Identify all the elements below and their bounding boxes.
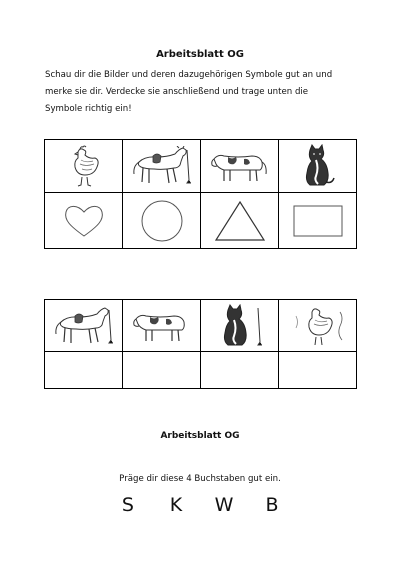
answer-cell-chicken: [279, 300, 357, 352]
chicken-icon: [64, 144, 104, 188]
answer-cell-cow: [123, 300, 201, 352]
memorize-instruction: Präge dir diese 4 Buchstaben gut ein.: [119, 474, 281, 484]
circle-icon: [140, 199, 184, 243]
letters-row: [0, 494, 400, 516]
cat-icon: [300, 144, 336, 188]
heart-icon: [62, 202, 106, 240]
horse-icon: [53, 306, 115, 346]
horse-icon: [131, 146, 193, 186]
cell-horse: [123, 140, 201, 193]
instruction-line-3: Symbole richtig ein!: [45, 104, 132, 114]
cell-cow: [201, 140, 279, 193]
instruction-line-1: Schau dir die Bilder und deren dazugehörigen Symbole gut an und: [45, 70, 333, 80]
answer-cell-horse: [45, 300, 123, 352]
answer-table: [44, 299, 357, 389]
worksheet-2-title: Arbeitsblatt OG: [160, 431, 240, 441]
cell-triangle: [201, 193, 279, 249]
answer-blank-3[interactable]: [201, 352, 279, 389]
cow-icon: [210, 149, 270, 183]
cell-cat: [279, 140, 357, 193]
cell-heart: [45, 193, 123, 249]
cell-rectangle: [279, 193, 357, 249]
answer-blank-4[interactable]: [279, 352, 357, 389]
instructions: [45, 67, 365, 118]
answer-cell-cat: [201, 300, 279, 352]
cell-chicken: [45, 140, 123, 193]
cat-icon: [210, 304, 270, 348]
letter-2: K: [169, 494, 183, 516]
letter-4: B: [265, 494, 279, 516]
worksheet-1-title: Arbeitsblatt OG: [156, 49, 244, 60]
answer-blank-2[interactable]: [123, 352, 201, 389]
rectangle-icon: [292, 204, 344, 238]
answer-blank-1[interactable]: [45, 352, 123, 389]
cell-circle: [123, 193, 201, 249]
letter-3: W: [214, 494, 234, 516]
instruction-line-2: merke sie dir. Verdecke sie anschließend und trage unten die: [45, 87, 309, 97]
cow-icon: [132, 309, 192, 343]
chicken-icon: [288, 304, 348, 348]
triangle-icon: [214, 199, 266, 243]
animal-symbol-table: [44, 139, 357, 249]
letter-1: S: [121, 494, 134, 516]
